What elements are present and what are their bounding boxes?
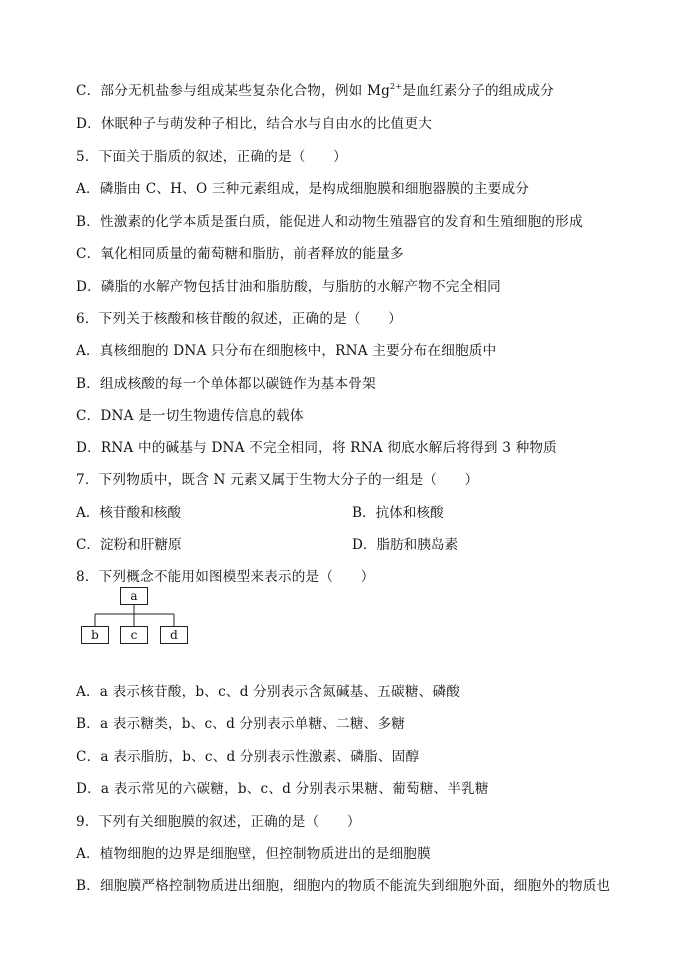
q5-option-c: C．氧化相同质量的葡萄糖和脂肪，前者释放的能量多 <box>76 246 404 262</box>
q7-option-d: D．脂肪和胰岛素 <box>352 537 459 553</box>
q4-superscript: 2+ <box>390 82 403 91</box>
q7-stem: 7．下列物质中，既含 N 元素又属于生物大分子的一组是（ ） <box>76 472 479 488</box>
q9-stem: 9．下列有关细胞膜的叙述，正确的是（ ） <box>76 814 361 830</box>
q8-stem: 8．下列概念不能用如图模型来表示的是（ ） <box>76 569 375 585</box>
q7-option-c: C．淀粉和肝糖原 <box>76 537 182 553</box>
q8-box-a: a <box>120 587 148 605</box>
q7-option-a: A．核苷酸和核酸 <box>76 505 181 521</box>
q5-option-a: A．磷脂由 C、H、O 三种元素组成，是构成细胞膜和细胞器膜的主要成分 <box>76 181 530 197</box>
q7-option-b: B．抗体和核酸 <box>352 505 444 521</box>
q8-option-a: A．a 表示核苷酸，b、c、d 分别表示含氮碱基、五碳糖、磷酸 <box>76 684 461 700</box>
q4-option-d: D．休眠种子与萌发种子相比，结合水与自由水的比值更大 <box>76 116 432 132</box>
q8-option-b: B．a 表示糖类，b、c、d 分别表示单糖、二糖、多糖 <box>76 716 406 732</box>
q9-option-b: B．细胞膜严格控制物质进出细胞，细胞内的物质不能流失到细胞外面，细胞外的物质也 <box>76 878 611 894</box>
q8-option-c: C．a 表示脂肪，b、c、d 分别表示性激素、磷脂、固醇 <box>76 749 420 765</box>
q4-option-c-tail: 是血红素分子的组成成分 <box>402 83 554 99</box>
q4-option-c-text: C．部分无机盐参与组成某些复杂化合物，例如 Mg <box>76 83 391 99</box>
q5-option-b: B．性激素的化学本质是蛋白质，能促进人和动物生殖器官的发育和生殖细胞的形成 <box>76 214 583 230</box>
q6-stem: 6．下列关于核酸和核苷酸的叙述，正确的是（ ） <box>76 311 403 327</box>
q6-option-d: D．RNA 中的碱基与 DNA 不完全相同，将 RNA 彻底水解后将得到 3 种物质 <box>76 440 557 456</box>
q8-option-d: D．a 表示常见的六碳糖，b、c、d 分别表示果糖、葡萄糖、半乳糖 <box>76 781 489 797</box>
q6-option-a: A．真核细胞的 DNA 只分布在细胞核中，RNA 主要分布在细胞质中 <box>76 343 497 359</box>
q6-option-b: B．组成核酸的每一个单体都以碳链作为基本骨架 <box>76 376 376 392</box>
q6-option-c: C．DNA 是一切生物遗传信息的载体 <box>76 408 304 424</box>
q5-stem: 5．下面关于脂质的叙述，正确的是（ ） <box>76 149 347 165</box>
q9-option-a: A．植物细胞的边界是细胞壁，但控制物质进出的是细胞膜 <box>76 846 431 862</box>
q4-option-c <box>76 82 554 100</box>
q8-tree-diagram <box>76 584 196 650</box>
q8-box-b: b <box>81 626 109 644</box>
q8-box-c: c <box>120 626 148 644</box>
q8-box-d: d <box>160 626 188 644</box>
q5-option-d: D．磷脂的水解产物包括甘油和脂肪酸，与脂肪的水解产物不完全相同 <box>76 279 501 295</box>
